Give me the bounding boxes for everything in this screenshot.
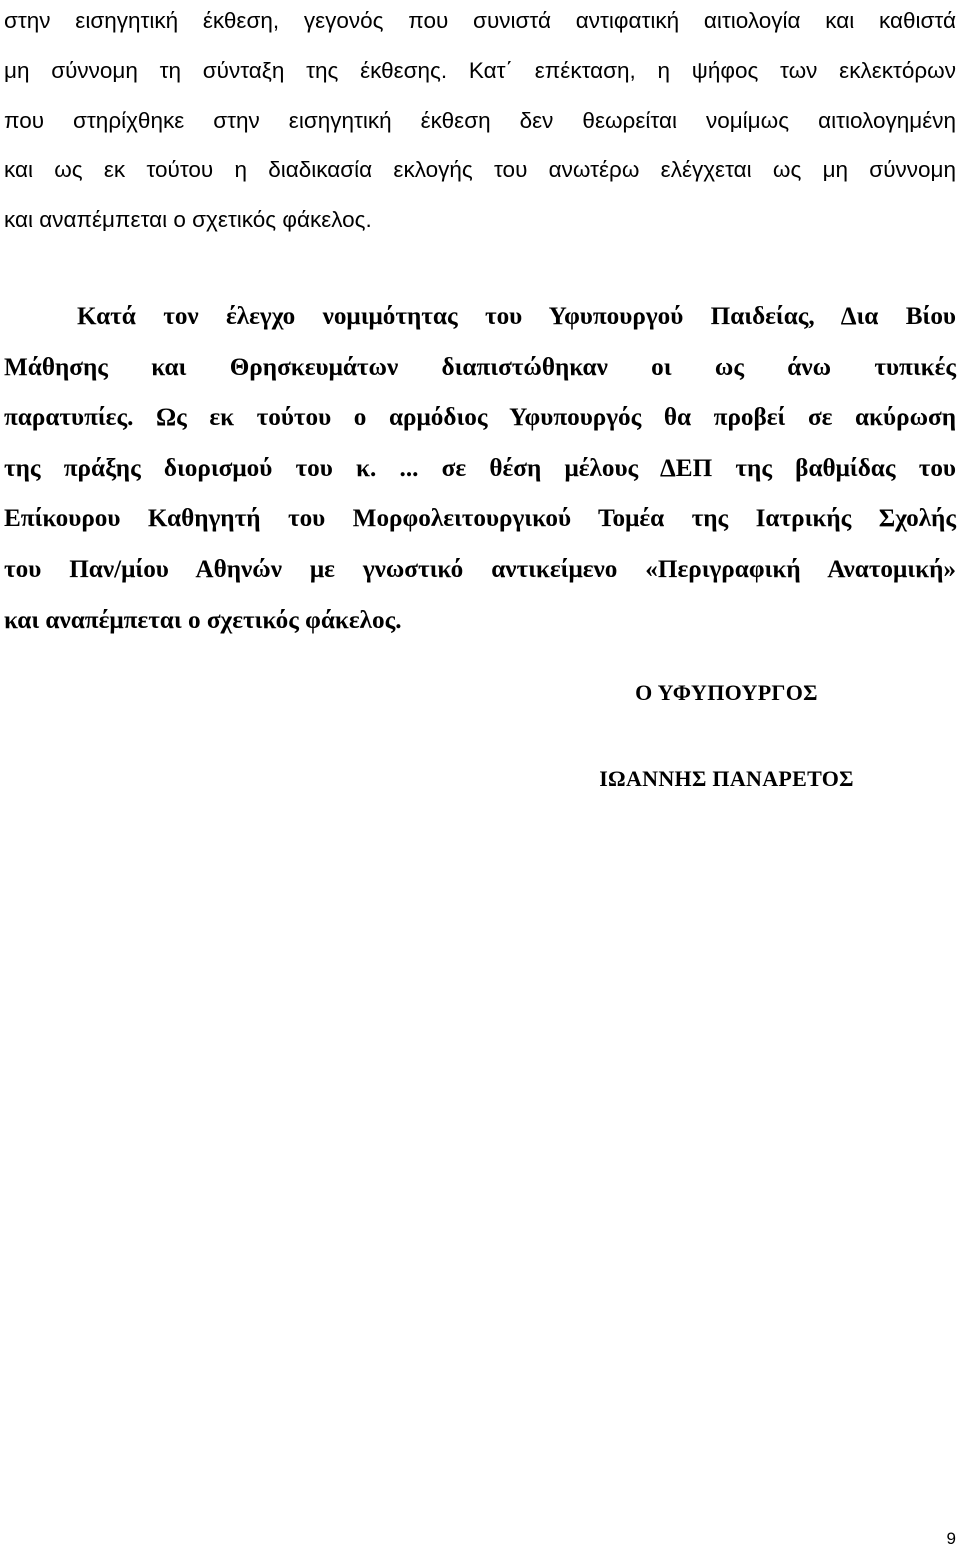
- paragraph-line: του Παν/μίου Αθηνών με γνωστικό αντικείμενο «Περιγραφική Ανατομική»: [4, 555, 956, 583]
- paragraph-line: Μάθησης και Θρησκευμάτων διαπιστώθηκαν οι ως άνω τυπικές: [4, 353, 956, 381]
- paragraph-line: και αναπέμπεται ο σχετικός φάκελος.: [4, 207, 372, 233]
- paragraph-line: και αναπέμπεται ο σχετικός φάκελος.: [4, 606, 402, 634]
- signature-title: Ο ΥΦΥΠΟΥΡΓΟΣ: [635, 680, 818, 705]
- page-number: 9: [946, 1529, 956, 1548]
- paragraph-line: και ως εκ τούτου η διαδικασία εκλογής του ανωτέρω ελέγχεται ως μη σύννομη: [4, 157, 956, 183]
- paragraph-legality-check: [4, 292, 956, 646]
- paragraph-line: Επίκουρου Καθηγητή του Μορφολειτουργικού Τομέα της Ιατρικής Σχολής: [4, 505, 956, 533]
- paragraph-line: που στηρίχθηκε στην εισηγητική έκθεση δεν θεωρείται νομίμως αιτιολογημένη: [4, 107, 956, 133]
- paragraph-line: της πράξης διορισμού του κ. ... σε θέση μέλους ΔΕΠ της βαθμίδας του: [4, 454, 956, 482]
- paragraph-line: παρατυπίες. Ως εκ τούτου ο αρμόδιος Υφυπουργός θα προβεί σε ακύρωση: [4, 404, 956, 432]
- paragraph-line: Κατά τον έλεγχο νομιμότητας του Υφυπουργού Παιδείας, Δια Βίου: [77, 303, 956, 330]
- paragraph-line: στην εισηγητική έκθεση, γεγονός που συνιστά αντιφατική αιτιολογία και καθιστά: [4, 8, 956, 33]
- signature-name: ΙΩΑΝΝΗΣ ΠΑΝΑΡΕΤΟΣ: [599, 766, 854, 791]
- paragraph-decision-reasoning: [4, 0, 956, 245]
- paragraph-line: μη σύννομη τη σύνταξη της έκθεσης. Κατ΄ επέκταση, η ψήφος των εκλεκτόρων: [4, 57, 956, 83]
